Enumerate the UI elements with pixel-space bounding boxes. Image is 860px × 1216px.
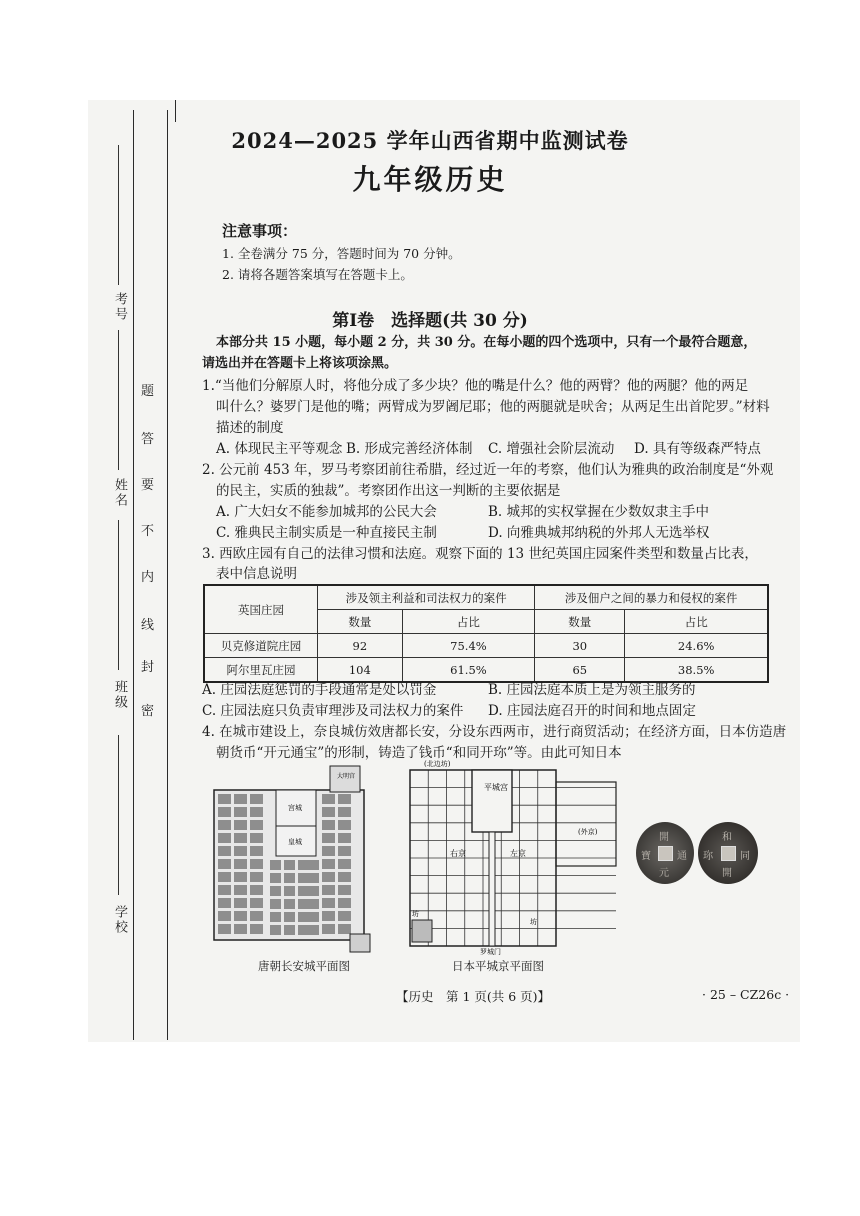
ward-block [234, 820, 247, 830]
ward-block [218, 833, 231, 843]
ward-block [250, 833, 263, 843]
ward-block [234, 846, 247, 856]
ward-block [270, 860, 281, 870]
binding-line-outer [133, 110, 134, 1040]
ward-block [322, 872, 335, 882]
ward-block [234, 794, 247, 804]
heijo-map-caption: 日本平城京平面图 [452, 959, 544, 973]
kaiyuan-tongbao-coin [636, 822, 694, 884]
table-subheader: 数量 [535, 610, 625, 634]
ward-block [322, 794, 335, 804]
ward-block [322, 820, 335, 830]
name-label: 姓名 [112, 478, 127, 508]
ward-block [338, 885, 351, 895]
ward-block [298, 886, 309, 896]
table-cell: 92 [318, 634, 403, 658]
table-cell: 阿尔里瓦庄园 [204, 658, 318, 683]
table-cell: 38.5% [625, 658, 768, 683]
name-underline [118, 330, 119, 470]
seal-char: 题 [141, 384, 155, 399]
coin-square-hole [658, 846, 673, 861]
map-label-daming: 大明宫 [337, 773, 356, 780]
seal-char: 不 [141, 524, 155, 539]
coin-char: 珎 [703, 851, 713, 862]
ward-block [270, 873, 281, 883]
coin-char: 開 [659, 832, 669, 843]
ward-block [250, 885, 263, 895]
seal-char: 密 [141, 704, 155, 719]
ward-block [284, 899, 295, 909]
question-4-stem: 朝货币“开元通宝”的形制，铸造了钱币“和同开珎”等。由此可知日本 [216, 745, 622, 761]
ward-block [250, 794, 263, 804]
ward-block [298, 860, 309, 870]
table-subheader: 占比 [402, 610, 535, 634]
ward-block [308, 899, 319, 909]
table-cell: 65 [535, 658, 625, 683]
notice-heading: 注意事项： [222, 222, 298, 240]
changan-map-caption: 唐朝长安城平面图 [258, 959, 350, 973]
ward-block [338, 859, 351, 869]
paper-code: · 25 – CZ26c · [702, 987, 790, 1002]
ward-block [284, 873, 295, 883]
ward-block [284, 886, 295, 896]
ward-block [338, 924, 351, 934]
ward-block [234, 807, 247, 817]
map-label-huangcheng: 皇城 [288, 838, 302, 846]
table-cell: 61.5% [402, 658, 535, 683]
question-3-option-b: B. 庄园法庭本质上是为领主服务的 [488, 682, 696, 698]
table-subheader: 占比 [625, 610, 768, 634]
ward-block [322, 859, 335, 869]
table-subheader: 数量 [318, 610, 403, 634]
question-1-option-d: D. 具有等级森严特点 [634, 441, 761, 457]
map-label-left-capital: 左京 [510, 849, 526, 858]
ward-block [322, 911, 335, 921]
question-2-stem: 2. 公元前 453 年，罗马考察团前往希腊，经过近一年的考察，他们认为雅典的政治制度是“外观 [202, 462, 774, 478]
seal-char: 封 [141, 660, 155, 675]
exam-title: 2024—2025 学年山西省期中监测试卷 [231, 128, 629, 153]
ward-block [218, 859, 231, 869]
ward-block [298, 925, 309, 935]
ward-block [218, 872, 231, 882]
question-1-option-a: A. 体现民主平等观念 [216, 441, 343, 457]
school-label: 学校 [112, 905, 127, 935]
ward-block [234, 859, 247, 869]
page-footer: 【历史 第 1 页(共 6 页)】 [396, 989, 551, 1004]
ward-block [322, 885, 335, 895]
question-3-stem: 表中信息说明 [216, 566, 297, 582]
seal-char: 内 [141, 570, 155, 585]
ward-block [322, 807, 335, 817]
question-2-option-b: B. 城邦的实权掌握在少数奴隶主手中 [488, 504, 710, 520]
ward-block [284, 860, 295, 870]
ward-block [338, 833, 351, 843]
heijo-kyo-map [406, 756, 618, 956]
ward-block [270, 899, 281, 909]
ward-block [250, 807, 263, 817]
map-label-north: (北边坊) [424, 760, 451, 768]
map-label-right-capital: 右京 [450, 849, 466, 858]
ward-block [250, 898, 263, 908]
table-cell: 贝克修道院庄园 [204, 634, 318, 658]
map-label-market-west: 坊 [412, 910, 419, 918]
seal-char: 要 [141, 478, 155, 493]
ward-block [250, 911, 263, 921]
question-3-option-a: A. 庄园法庭惩罚的手段通常是处以罚金 [202, 682, 437, 698]
ward-block [308, 860, 319, 870]
coin-char: 寶 [641, 851, 651, 862]
question-1-stem: 1.“当他们分解原人时，将他分成了多少块？他的嘴是什么？他的两臂？他的两腿？他的两足 [202, 378, 749, 394]
ward-block [322, 924, 335, 934]
seal-char: 线 [141, 618, 155, 633]
class-label: 班级 [112, 680, 127, 710]
ward-block [284, 912, 295, 922]
coin-char: 開 [722, 868, 732, 879]
ward-block [250, 846, 263, 856]
coin-char: 和 [722, 832, 732, 843]
table-cell: 104 [318, 658, 403, 683]
table-group-header: 涉及领主利益和司法权力的案件 [318, 585, 535, 610]
section-intro: 本部分共 15 小题，每小题 2 分，共 30 分。在每小题的四个选项中，只有一个最符合题意， [216, 335, 757, 350]
ward-block [298, 899, 309, 909]
section-intro: 请选出并在答题卡上将该项涂黑。 [202, 356, 398, 371]
ward-block [234, 872, 247, 882]
coin-char: 通 [677, 851, 687, 862]
map-label-outer-capital: (外京) [578, 828, 598, 836]
ward-block [322, 833, 335, 843]
ward-block [250, 859, 263, 869]
notice-item: 1. 全卷满分 75 分，答题时间为 70 分钟。 [222, 246, 461, 261]
ward-block [234, 898, 247, 908]
examno-label: 考号 [112, 292, 127, 322]
coin-char: 元 [659, 868, 669, 879]
ward-block [270, 886, 281, 896]
ward-block [338, 846, 351, 856]
ward-block [308, 925, 319, 935]
table-cell: 30 [535, 634, 625, 658]
ward-block [250, 872, 263, 882]
ward-block [322, 898, 335, 908]
question-3-option-d: D. 庄园法庭召开的时间和地点固定 [488, 703, 696, 719]
section-title: 第Ⅰ卷 选择题(共 30 分) [332, 311, 528, 331]
coin-square-hole [721, 846, 736, 861]
changan-city-map [210, 764, 395, 954]
question-2-option-c: C. 雅典民主制实质是一种直接民主制 [216, 525, 437, 541]
school-underline [118, 735, 119, 895]
seal-char: 答 [141, 432, 155, 447]
ward-block [322, 846, 335, 856]
ward-block [218, 820, 231, 830]
question-2-stem: 的民主，实质的独裁”。考察团作出这一判断的主要依据是 [216, 483, 561, 499]
map-label-market-east: 坊 [530, 918, 537, 926]
question-2-option-a: A. 广大妇女不能参加城邦的公民大会 [216, 504, 437, 520]
ward-block [234, 833, 247, 843]
ward-block [308, 886, 319, 896]
ward-block [338, 807, 351, 817]
question-1-option-b: B. 形成完善经济体制 [346, 441, 473, 457]
table-cell: 24.6% [625, 634, 768, 658]
question-1-stem: 叫什么？婆罗门是他的嘴；两臂成为罗阇尼耶；他的两腿就是吠舍；从两足生出首陀罗。”材料 [216, 399, 770, 415]
map-label-gongcheng: 宫城 [288, 804, 302, 812]
wado-kaichin-coin [698, 822, 758, 884]
binding-line-mark [175, 100, 176, 122]
table-group-header: 涉及佃户之间的暴力和侵权的案件 [535, 585, 768, 610]
map-label-rajomon: 罗城门 [480, 948, 501, 956]
ward-block [218, 794, 231, 804]
question-1-option-c: C. 增强社会阶层流动 [488, 441, 615, 457]
ward-block [338, 911, 351, 921]
class-underline [118, 520, 119, 670]
ward-block [338, 794, 351, 804]
ward-block [218, 846, 231, 856]
ward-block [218, 885, 231, 895]
ward-block [338, 872, 351, 882]
ward-block [250, 924, 263, 934]
ward-block [234, 911, 247, 921]
subject-title: 九年级历史 [352, 163, 508, 196]
question-3-option-c: C. 庄园法庭只负责审理涉及司法权力的案件 [202, 703, 464, 719]
ward-block [234, 885, 247, 895]
map-label-palace: 平城宫 [484, 783, 508, 792]
ward-block [284, 925, 295, 935]
binding-line-inner [167, 110, 168, 1040]
table-row [204, 634, 768, 658]
ward-block [338, 820, 351, 830]
ward-block [270, 912, 281, 922]
table-cell: 75.4% [402, 634, 535, 658]
ward-block [298, 912, 309, 922]
ward-block [218, 807, 231, 817]
ward-block [250, 820, 263, 830]
table-corner-header: 英国庄园 [204, 585, 318, 634]
ward-block [308, 873, 319, 883]
question-4-stem: 4. 在城市建设上，奈良城仿效唐都长安，分设东西两市，进行商贸活动；在经济方面，日本仿造唐 [202, 724, 787, 740]
question-1-stem: 描述的制度 [216, 420, 284, 436]
notice-item: 2. 请将各题答案填写在答题卡上。 [222, 267, 413, 282]
ward-block [270, 925, 281, 935]
ward-block [298, 873, 309, 883]
ward-block [218, 924, 231, 934]
ward-block [218, 911, 231, 921]
question-3-stem: 3. 西欧庄园有自己的法律习惯和法庭。观察下面的 13 世纪英国庄园案件类型和数量占比表， [202, 546, 758, 562]
coin-char: 同 [740, 851, 750, 862]
manor-cases-table [203, 584, 769, 683]
ward-block [218, 898, 231, 908]
ward-block [338, 898, 351, 908]
question-2-option-d: D. 向雅典城邦纳税的外邦人无选举权 [488, 525, 710, 541]
ward-block [308, 912, 319, 922]
ward-block [234, 924, 247, 934]
